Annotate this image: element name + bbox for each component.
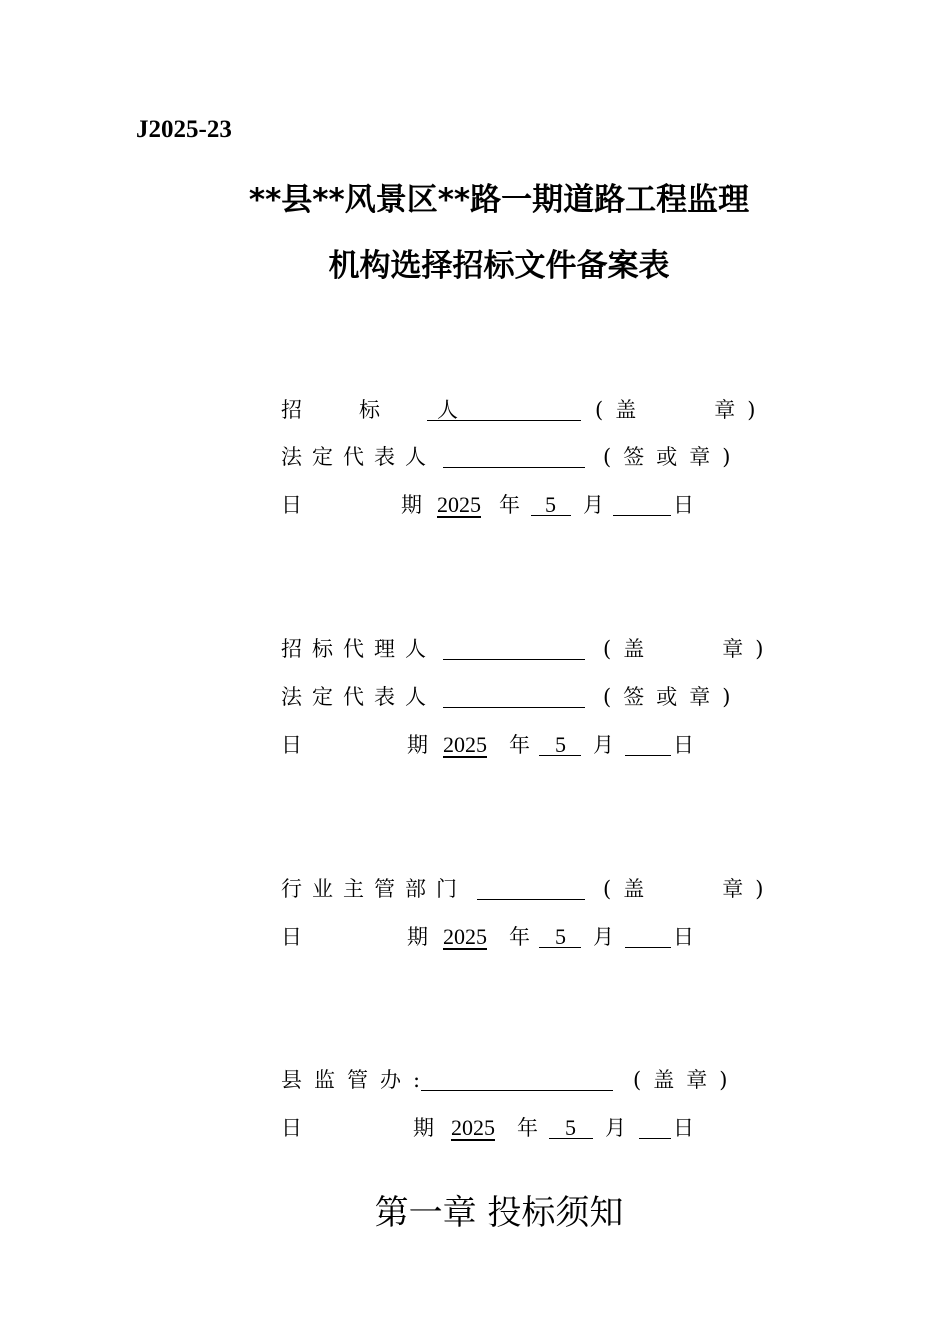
tenderer-date-row [281,489,731,521]
agent-seal-note: (盖 章) [603,637,776,661]
agent-row [281,633,776,665]
authority-date-month-unit: 月 [593,925,614,949]
chapter-heading: 第一章 投标须知 [374,1193,624,1233]
tenderer-legal-rep-label: 法定代表人 [281,445,436,469]
supervision-date-label-ri: 日 [281,1116,302,1140]
authority-date-label-ri: 日 [281,925,302,949]
authority-date-month[interactable]: 5 [555,924,566,949]
supervision-date-month-unit: 月 [605,1116,626,1140]
tenderer-date-label-qi: 期 [401,493,422,517]
agent-date-year-unit: 年 [509,733,530,757]
supervision-date-month[interactable]: 5 [565,1115,576,1140]
agent-date-day-line[interactable] [625,755,671,756]
supervision-date-year-unit: 年 [517,1116,538,1140]
agent-legal-rep-label: 法定代表人 [281,685,436,709]
tenderer-legal-rep-row [281,441,743,473]
tenderer-date-month-unit: 月 [583,493,604,517]
tenderer-signature-line[interactable] [427,420,581,421]
document-title-line1: **县**风景区**路一期道路工程监理 [248,182,750,218]
agent-date-day-unit: 日 [673,733,694,757]
agent-date-label-ri: 日 [281,733,302,757]
tenderer-date-label-ri: 日 [281,493,302,517]
supervision-date-day-unit: 日 [673,1116,694,1140]
agent-sign-seal-note: (签或章) [603,685,743,709]
authority-date-year-unit: 年 [509,925,530,949]
authority-row [281,873,776,905]
tenderer-date-day-line[interactable] [613,515,671,516]
document-number: J2025-23 [136,116,232,143]
authority-date-day-unit: 日 [673,925,694,949]
authority-date-label-qi: 期 [407,925,428,949]
tenderer-date-year[interactable]: 2025 [437,492,481,517]
supervision-label: 县监管办: [281,1068,433,1092]
authority-date-row [281,921,731,953]
tenderer-date-month[interactable]: 5 [545,492,556,517]
supervision-row [281,1064,740,1096]
supervision-seal-note: (盖章) [633,1068,740,1092]
agent-date-year[interactable]: 2025 [443,732,487,757]
authority-label: 行业主管部门 [281,877,467,901]
agent-legal-rep-signature-line[interactable] [443,707,585,708]
tenderer-date-year-unit: 年 [499,493,520,517]
agent-label: 招标代理人 [281,637,436,661]
supervision-signature-line[interactable] [421,1090,613,1091]
agent-date-month-unit: 月 [593,733,614,757]
agent-legal-rep-row [281,681,743,713]
agent-date-label-qi: 期 [407,733,428,757]
supervision-date-day-line[interactable] [639,1138,671,1139]
tenderer-label: 招 标 人 [281,398,476,422]
supervision-date-year[interactable]: 2025 [451,1115,495,1140]
authority-date-year[interactable]: 2025 [443,924,487,949]
tenderer-row [281,394,768,426]
agent-date-row [281,729,731,761]
supervision-date-row [281,1112,731,1144]
authority-signature-line[interactable] [477,899,585,900]
authority-seal-note: (盖 章) [603,877,776,901]
document-title-line2: 机构选择招标文件备案表 [328,248,670,284]
agent-signature-line[interactable] [443,659,585,660]
authority-date-day-line[interactable] [625,947,671,948]
agent-date-month[interactable]: 5 [555,732,566,757]
tenderer-seal-note: (盖 章) [595,398,768,422]
tenderer-date-day-unit: 日 [673,493,694,517]
tenderer-legal-rep-signature-line[interactable] [443,467,585,468]
tenderer-sign-seal-note: (签或章) [603,445,743,469]
supervision-date-label-qi: 期 [413,1116,434,1140]
